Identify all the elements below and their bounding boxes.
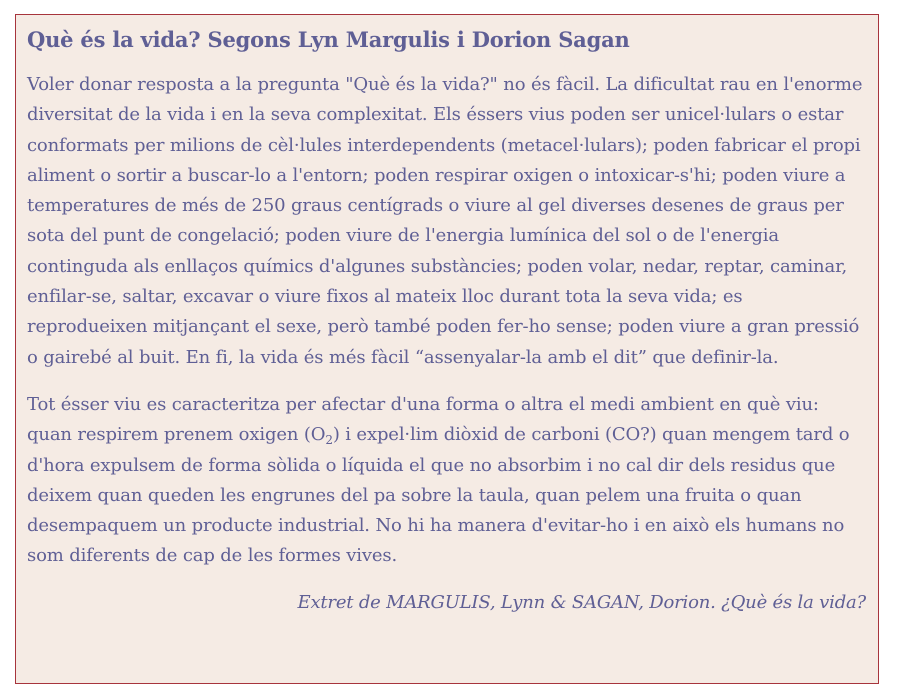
paragraph-2 xyxy=(27,390,866,572)
paragraph-1: Voler donar resposta a la pregunta "Què és la vida?" no és fàcil. La dificultat rau en l'enorme diversitat de la vida i en la seva complexitat. Els éssers vius poden ser unicel·lulars o estar conformats per milions de cèl·lules interdependents (metacel·lulars); poden fabricar el propi aliment o sortir a buscar-lo a l'entorn; poden respirar oxigen o intoxicar-s'hi; poden viure a temperatures de més de 250 graus centígrads o viure al gel diverses desenes de graus per sota del punt de congelació; poden viure de l'energia lumínica del sol o de l'energia continguda als enllaços químics d'algunes substàncies; poden volar, nedar, reptar, caminar, enfilar-se, saltar, excavar o viure fixos al mateix lloc durant tota la seva vida; es reprodueixen mitjançant el sexe, però també poden fer-ho sense; poden viure a gran pressió o gairebé al buit. En fi, la vida és més fàcil “assenyalar-la amb el dit” que definir-la. xyxy=(27,74,863,368)
oxygen-subscript: 2 xyxy=(325,433,333,448)
paragraph-2-part-1: Tot ésser viu es caracteritza per afectar d'una forma o altra el medi ambient en què viu: quan respirem prenem oxigen (O xyxy=(27,393,819,446)
text-box xyxy=(15,14,879,684)
source-citation: Extret de MARGULIS, Lynn & SAGAN, Dorion. ¿Què és la vida? xyxy=(297,591,866,613)
page-title: Què és la vida? Segons Lyn Margulis i Dorion Sagan xyxy=(27,27,630,52)
paragraph-2-part-2: ) i expel·lim diòxid de carboni (CO?) quan mengem tard o d'hora expulsem de forma sòlida o líquida el que no absorbim i no cal dir dels residus que deixem quan queden les engrunes del pa sobre la taula, quan pelem una fruita o quan desempaquem un producte industrial. No hi ha manera d'evitar-ho i en això els humans no som diferents de cap de les formes vives. xyxy=(27,424,850,567)
